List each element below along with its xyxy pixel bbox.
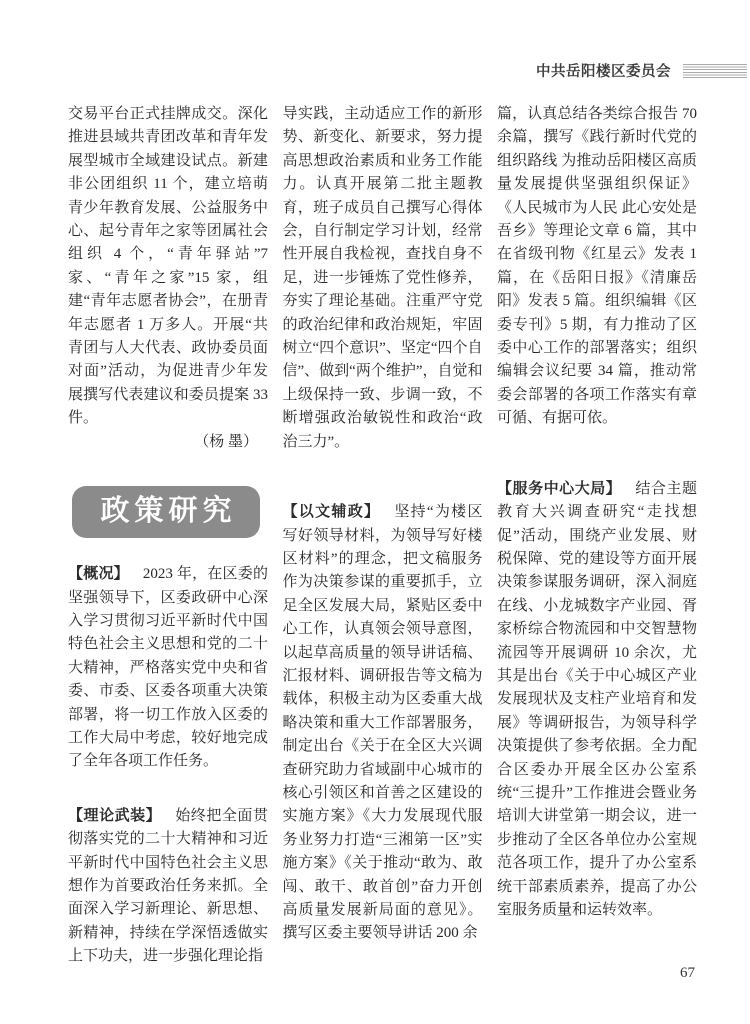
column-1 <box>68 103 268 969</box>
entry <box>68 804 268 969</box>
header-decoration-lines-icon <box>683 64 747 78</box>
paragraph: 导实践，主动适应工作的新形势、新变化、新要求，努力提高思想政治素质和业务工作能力。认真开展第二批主题教育，班子成员自己撰写心得体会，自行制定学习计划，经常性开展自我检视，查找自身不足，进一步锤炼了党性修养，夯实了理论基础。注重严守党的政治纪律和政治规矩，牢固树立“四个意识”、坚定“四个自信”、做到“两个维护”，自觉和上级保持一致、步调一致，不断增强政治敏锐性和政治“政治三力”。 <box>282 106 483 450</box>
page-number: 67 <box>680 965 695 981</box>
section-heading-label: 政策研究 <box>100 495 237 528</box>
paragraph: 交易平台正式挂牌成交。深化推进县域共青团改革和青年发展型城市全域建设试点。新建非公团组织 11 个，建立培萌青少年教育发展、公益服务中心、起兮青年之家等团属社会组织 4 个，“青年驿站”7 家、“青年之家”15 家，组建“青年志愿者协会”，在册青年志愿者 1 万多人。开展“共青团与人大代表、政协委员面对面”活动，为促进青少年发展撰写代表建议和委员提案 33 件。 <box>68 106 268 427</box>
section-heading-box <box>72 486 260 538</box>
page-header <box>447 60 747 81</box>
entry-text: 结合主题教育大兴调查研究“走找想促”活动，围绕产业发展、财税保障、党的建设等方面开展决策参谋服务调研，深入洞庭在线、小龙城数字产业园、胥家桥综合物流园和中交智慧物流园等开展调研 10 余次，尤其是出台《关于中心城区产业发展现状及支柱产业培育和发展》等调研报告，为领导科学决策提供了参考依据。全力配合区委办开展全区办公室系统“三提升”工作推进会暨业务培训大讲堂第一期会议，进一步推动了全区各单位办公室规范各项工作，提升了办公室系统干部素质素养，提高了办公室服务质量和运转效率。 <box>497 480 697 918</box>
entry <box>283 500 483 946</box>
header-title: 中共岳阳楼区委员会 <box>536 64 671 80</box>
entry-text: 始终把全面贯彻落实党的二十大精神和习近平新时代中国特色社会主义思想作为首要政治任务来抓。全面深入学习新理论、新思想、新精神，持续在学深悟透做实上下功夫，进一步强化理论指 <box>68 807 268 965</box>
column-2 <box>283 103 483 969</box>
entry-text: 2023 年，在区委的坚强领导下，区委政研中心深入学习贯彻习近平新时代中国特色社会主义思想和党的二十大精神，严格落实党中央和省委、市委、区委各项重大决策部署，将一切工作放入区委的工作大局中考虑，较好地完成了全年各项工作任务。 <box>68 566 268 770</box>
column-3 <box>497 103 697 969</box>
columns <box>68 103 697 969</box>
byline: （杨 墨） <box>194 433 258 450</box>
entry-text: 坚持“为楼区写好领导材料，为领导写好楼区材料”的理念，把文稿服务作为决策参谋的重要抓手，立足全区发展大局，紧贴区委中心工作，认真领会领导意图，以起草高质量的领导讲话稿、汇报材料、调研报告等文稿为载体，积极主动为区委重大战略决策和重大工作部署服务，制定出台《关于在全区大兴调查研究助力省域副中心城市的核心引领区和首善之区建设的实施方案》《大力发展现代服务业努力打造“三湘第一区”实施方案》《关于推动“敢为、敢闯、敢干、敢首创”奋力开创高质量发展新局面的意见》。撰写区委主要领导讲话 200 余 <box>282 504 483 942</box>
paragraph: 篇，认真总结各类综合报告 70 余篇，撰写《践行新时代党的组织路线 为推动岳阳楼区高质量发展提供坚强组织保证》《人民城市为人民 此心安处是吾乡》等理论文章 6 篇，其中在省级刊物《红星云》发表 1 篇，在《岳阳日报》《清廉岳阳》发表 5 篇。组织编辑《区委专刊》5 期，有力推动了区委中心工作的部署落实；组织编辑会议纪要 34 篇，推动常委会部署的各项工作落实有章可循、有据可依。 <box>497 106 697 427</box>
entry-label: 【以文辅政】 <box>282 503 381 521</box>
entry <box>497 477 697 923</box>
entry <box>68 562 268 774</box>
entry-label: 【服务中心大局】 <box>497 479 622 497</box>
entry-label: 【理论武装】 <box>68 806 162 824</box>
entry-label: 【概况】 <box>68 565 129 583</box>
